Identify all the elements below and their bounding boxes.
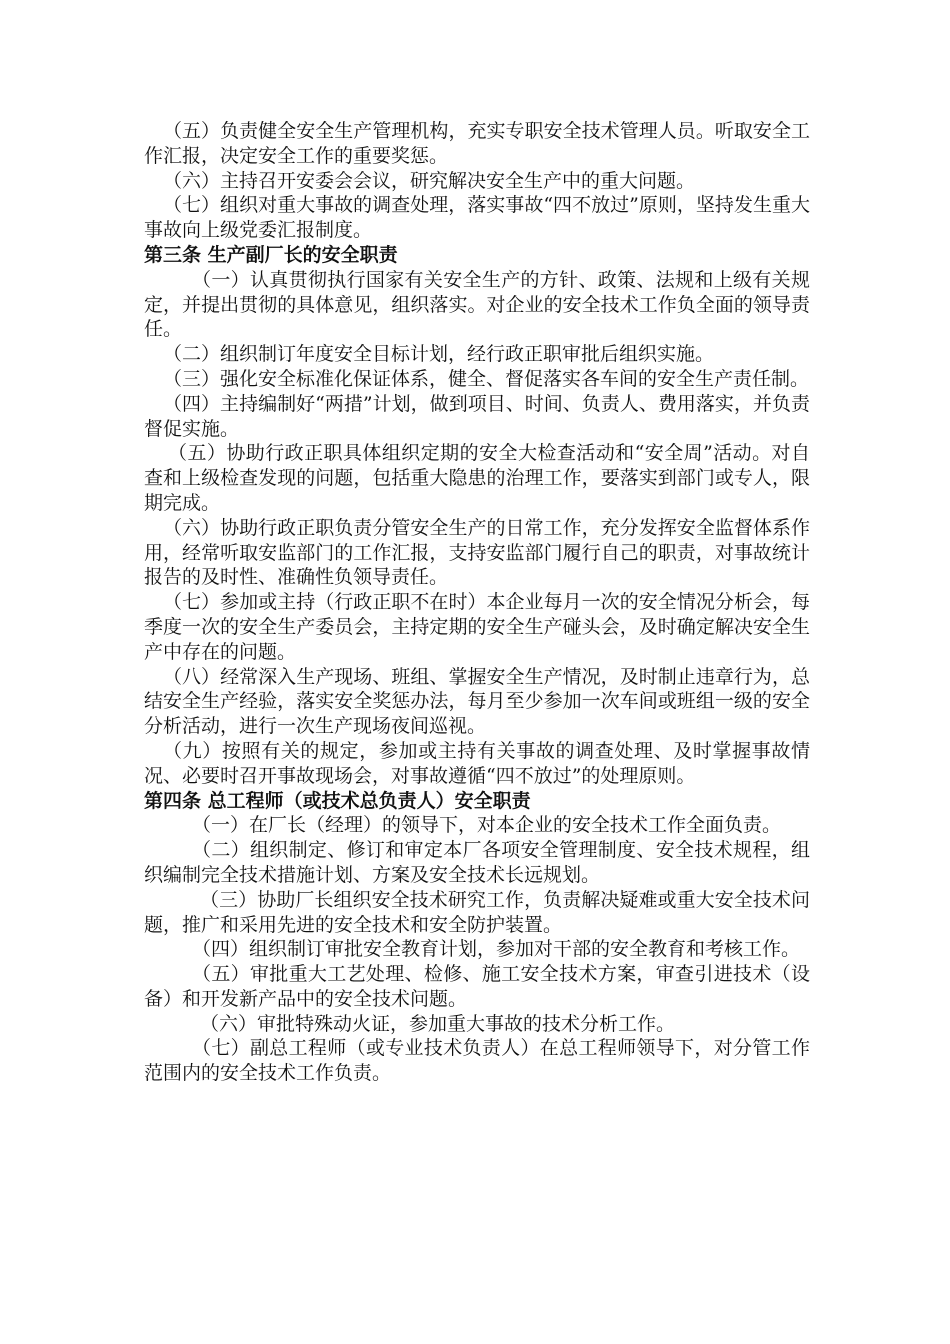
- article-4-heading: 第四条 总工程师（或技术总负责人）安全职责: [144, 789, 531, 812]
- paragraph-article-4-4: （四）组织制订审批安全教育计划，参加对干部的安全教育和考核工作。: [192, 938, 801, 961]
- paragraph-article-3-5: （五）协助行政正职具体组织定期的安全大检查活动和“安全周”活动。对自查和上级检查发现的问题，包括重大隐患的治理工作，要落实到部门或专人，限期完成。: [144, 442, 810, 514]
- paragraph-article-3-6: （六）协助行政正职负责分管安全生产的日常工作，充分发挥安全监督体系作用，经常听取安监部门的工作汇报，支持安监部门履行自己的职责，对事故统计报告的及时性、准确性负领导责任。: [144, 516, 810, 589]
- paragraph-article-3-3: （三）强化安全标准化保证体系，健全、督促落实各车间的安全生产责任制。: [163, 367, 810, 390]
- paragraph-article-4-5: （五）审批重大工艺处理、检修、施工安全技术方案，审查引进技术（设备）和开发新产品中的安全技术问题。: [144, 963, 810, 1010]
- paragraph-article-3-4: （四）主持编制好“两措”计划，做到项目、时间、负责人、费用落实，并负责督促实施。: [144, 392, 810, 440]
- paragraph-article-3-1: （一）认真贯彻执行国家有关安全生产的方针、政策、法规和上级有关规定，并提出贯彻的具体意见，组织落实。对企业的安全技术工作负全面的领导责任。: [144, 268, 810, 341]
- paragraph-article-4-7: （七）副总工程师（或专业技术负责人）在总工程师领导下，对分管工作范围内的安全技术工作负责。: [144, 1037, 810, 1085]
- paragraph-article-4-2: （二）组织制定、修订和审定本厂各项安全管理制度、安全技术规程，组织编制完全技术措施计划、方案及安全技术长远规划。: [144, 839, 810, 886]
- article-3-heading: 第三条 生产副厂长的安全职责: [144, 243, 398, 266]
- paragraph-article-3-9: （九）按照有关的规定，参加或主持有关事故的调查处理、及时掌握事故情况、必要时召开事故现场会，对事故遵循“四不放过”的处理原则。: [144, 739, 810, 787]
- paragraph-article-4-3: （三）协助厂长组织安全技术研究工作，负责解决疑难或重大安全技术问题，推广和采用先进的安全技术和安全防护装置。: [144, 888, 810, 936]
- document-page: [144, 119, 810, 1086]
- paragraph-general-manager-7: （七）组织对重大事故的调查处理，落实事故“四不放过”原则，坚持发生重大事故向上级党委汇报制度。: [144, 194, 810, 242]
- paragraph-article-3-7: （七）参加或主持（行政正职不在时）本企业每月一次的安全情况分析会，每季度一次的安全生产委员会，主持定期的安全生产碰头会，及时确定解决安全生产中存在的问题。: [144, 591, 810, 663]
- paragraph-article-3-2: （二）组织制订年度安全目标计划，经行政正职审批后组织实施。: [163, 343, 715, 366]
- paragraph-article-3-8: （八）经常深入生产现场、班组、掌握安全生产情况，及时制止违章行为，总结安全生产经验，落实安全奖惩办法，每月至少参加一次车间或班组一级的安全分析活动，进行一次生产现场夜间巡视。: [144, 665, 810, 738]
- paragraph-article-4-6: （六）审批特殊动火证，参加重大事故的技术分析工作。: [200, 1012, 676, 1035]
- paragraph-general-manager-6: （六）主持召开安委会会议，研究解决安全生产中的重大问题。: [163, 169, 696, 192]
- paragraph-article-4-1: （一）在厂长（经理）的领导下，对本企业的安全技术工作全面负责。: [192, 814, 782, 837]
- paragraph-general-manager-5: （五）负责健全安全生产管理机构，充实专职安全技术管理人员。听取安全工作汇报，决定安全工作的重要奖惩。: [144, 120, 810, 167]
